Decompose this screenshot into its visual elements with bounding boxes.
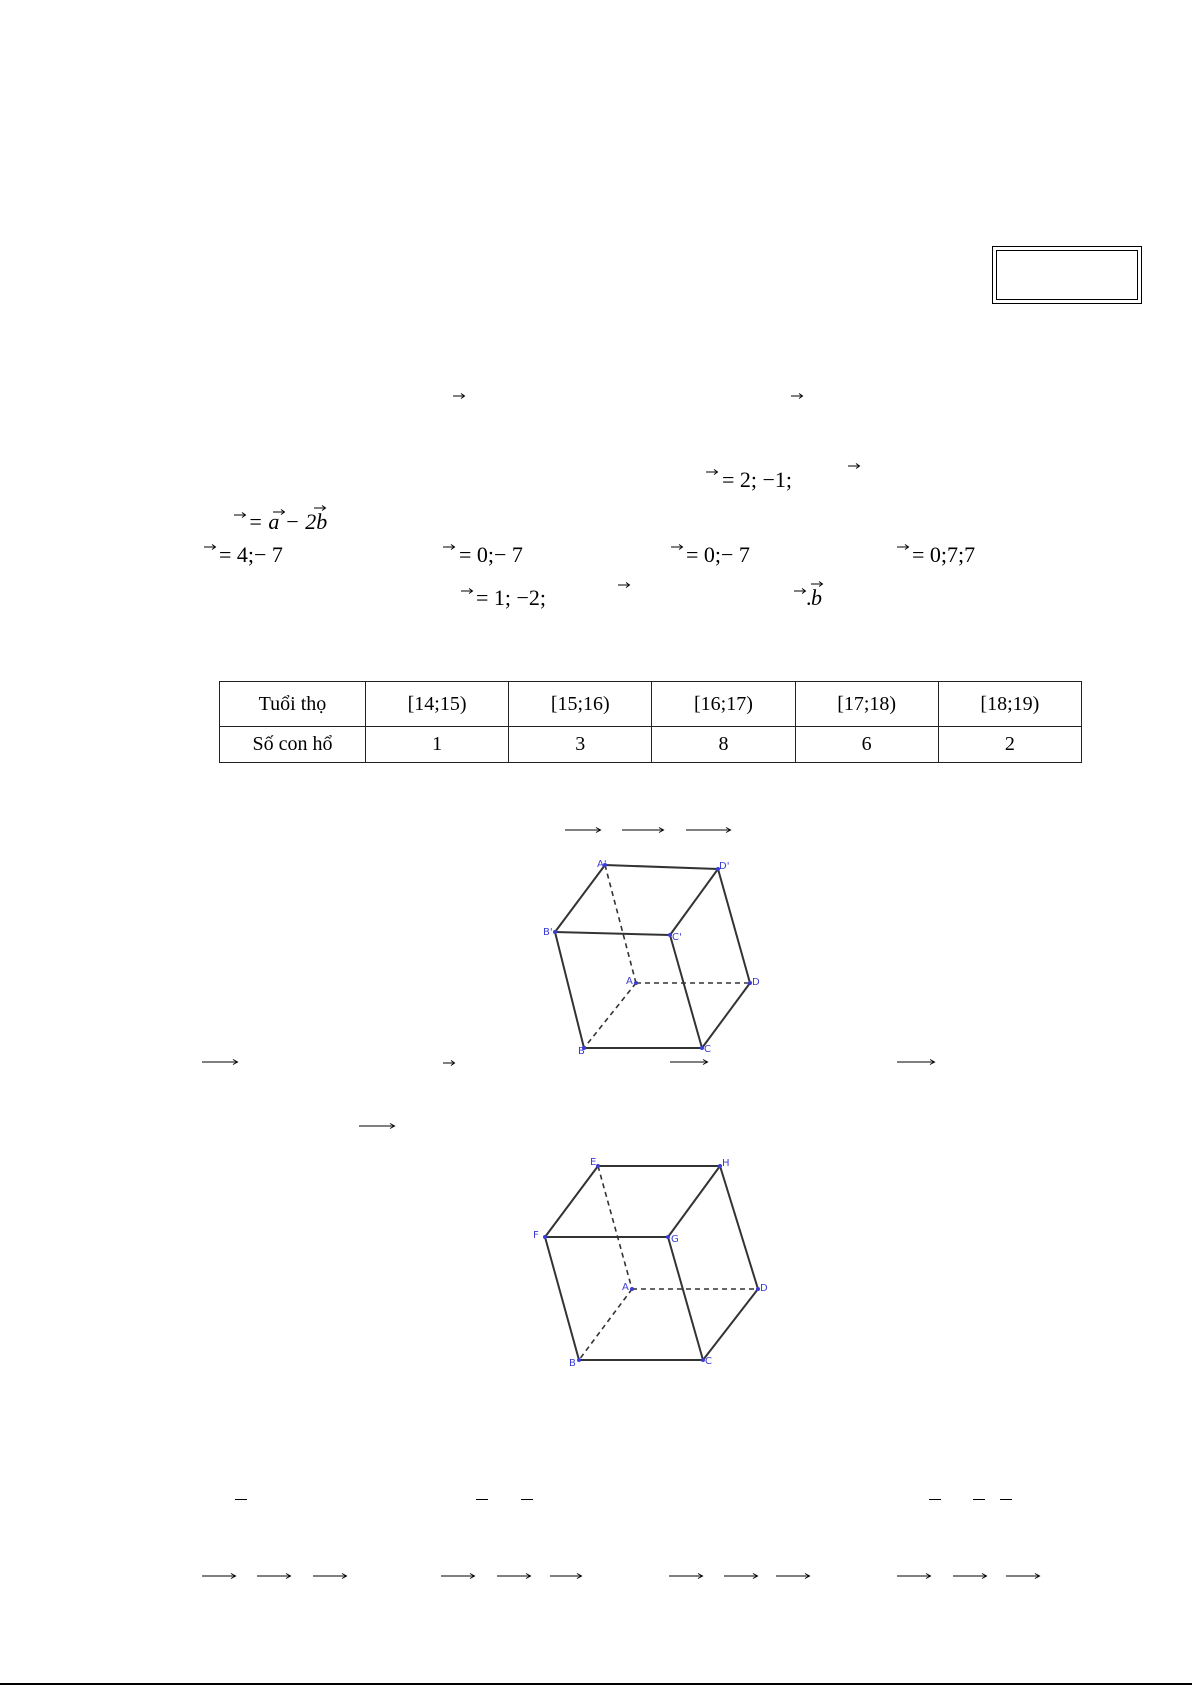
- vector-c-expression: = a − 2b: [248, 509, 328, 534]
- vector-arrow-1: [453, 392, 465, 400]
- vertex-label: C: [705, 1356, 712, 1367]
- table-row: [220, 727, 1082, 763]
- long-vector-arrow: [550, 1572, 582, 1580]
- overbar: [973, 1499, 985, 1500]
- vector-u-coordinates: = 1; −2;: [476, 585, 547, 610]
- overbar: [1000, 1499, 1012, 1500]
- dot-product-b-arrow: [811, 580, 823, 588]
- table-cell: 6: [795, 727, 938, 763]
- parallelepiped-figure-2: [530, 1150, 780, 1370]
- parallelepiped-figure-1: [540, 855, 780, 1055]
- long-vector-arrow: [897, 1058, 935, 1066]
- option-b-arrow: [443, 543, 455, 551]
- vertex-label: F: [533, 1230, 539, 1241]
- long-vector-arrow: [257, 1572, 291, 1580]
- vertex-label: A: [626, 976, 633, 987]
- table-cell: Số con hổ: [220, 727, 366, 763]
- vector-arrow-b: [848, 462, 860, 470]
- vector-arrow-b-over: [314, 504, 326, 512]
- lifespan-frequency-table: [219, 681, 1082, 763]
- table-cell: Tuổi thọ: [220, 682, 366, 727]
- long-vector-arrow: [953, 1572, 987, 1580]
- vector-a-coordinates: = 2; −1;: [722, 467, 793, 492]
- vector-arrow-c: [234, 511, 246, 519]
- vertex-label: B: [578, 1046, 585, 1055]
- table-cell: 2: [938, 727, 1081, 763]
- table-cell: [14;15): [366, 682, 509, 727]
- exam-code-box: [992, 246, 1142, 304]
- vertex-label: B: [569, 1358, 576, 1369]
- vector-arrow-a: [706, 468, 718, 476]
- dot-product-dot: .: [806, 585, 812, 610]
- vertex-label: H: [722, 1158, 730, 1169]
- vertex-label: D: [760, 1283, 768, 1294]
- vector-arrow: [443, 1059, 455, 1067]
- dot-product-vector-b: b: [811, 585, 822, 610]
- vertex-label: B': [543, 927, 553, 938]
- table-cell: [15;16): [509, 682, 652, 727]
- long-vector-arrow: [670, 1058, 708, 1066]
- long-vector-arrow: [897, 1572, 931, 1580]
- table-cell: [18;19): [938, 682, 1081, 727]
- vertex-label: D: [752, 977, 760, 988]
- long-vector-arrow: [686, 826, 731, 834]
- overbar: [929, 1499, 941, 1500]
- long-vector-arrow: [1006, 1572, 1040, 1580]
- long-vector-arrow: [359, 1122, 395, 1130]
- long-vector-arrow: [441, 1572, 475, 1580]
- option-c-arrow: [671, 543, 683, 551]
- dot-product-arrow: [794, 587, 806, 595]
- overbar: [235, 1499, 247, 1500]
- long-vector-arrow: [622, 826, 664, 834]
- vector-arrow-u: [461, 587, 473, 595]
- long-vector-arrow: [497, 1572, 531, 1580]
- long-vector-arrow: [202, 1572, 236, 1580]
- option-d-value: = 0;7;7: [912, 542, 976, 567]
- option-b-value: = 0;− 7: [459, 542, 523, 567]
- vertex-label: A': [597, 859, 607, 870]
- table-header-row: [220, 682, 1082, 727]
- table-cell: [17;18): [795, 682, 938, 727]
- long-vector-arrow: [202, 1058, 238, 1066]
- vertex-label: C: [704, 1044, 711, 1055]
- vector-arrow-v: [618, 581, 630, 589]
- option-a-value: = 4;− 7: [219, 542, 283, 567]
- long-vector-arrow: [776, 1572, 810, 1580]
- table-cell: 3: [509, 727, 652, 763]
- table-cell: 8: [652, 727, 795, 763]
- vertex-label: D': [719, 861, 730, 872]
- long-vector-arrow: [313, 1572, 347, 1580]
- long-vector-arrow: [724, 1572, 758, 1580]
- vertex-label: E: [590, 1157, 597, 1168]
- vertex-label: A: [622, 1282, 629, 1293]
- long-vector-arrow: [565, 826, 601, 834]
- vector-arrow-a-over: [273, 508, 285, 516]
- long-vector-arrow: [669, 1572, 703, 1580]
- option-c-value: = 0;− 7: [686, 542, 750, 567]
- vertex-label: C': [672, 932, 682, 943]
- vertex-label: G: [671, 1234, 679, 1245]
- vector-arrow-2: [791, 392, 803, 400]
- table-cell: 1: [366, 727, 509, 763]
- table-cell: [16;17): [652, 682, 795, 727]
- option-d-arrow: [897, 543, 909, 551]
- option-a-arrow: [204, 543, 216, 551]
- overbar: [521, 1499, 533, 1500]
- overbar: [476, 1499, 488, 1500]
